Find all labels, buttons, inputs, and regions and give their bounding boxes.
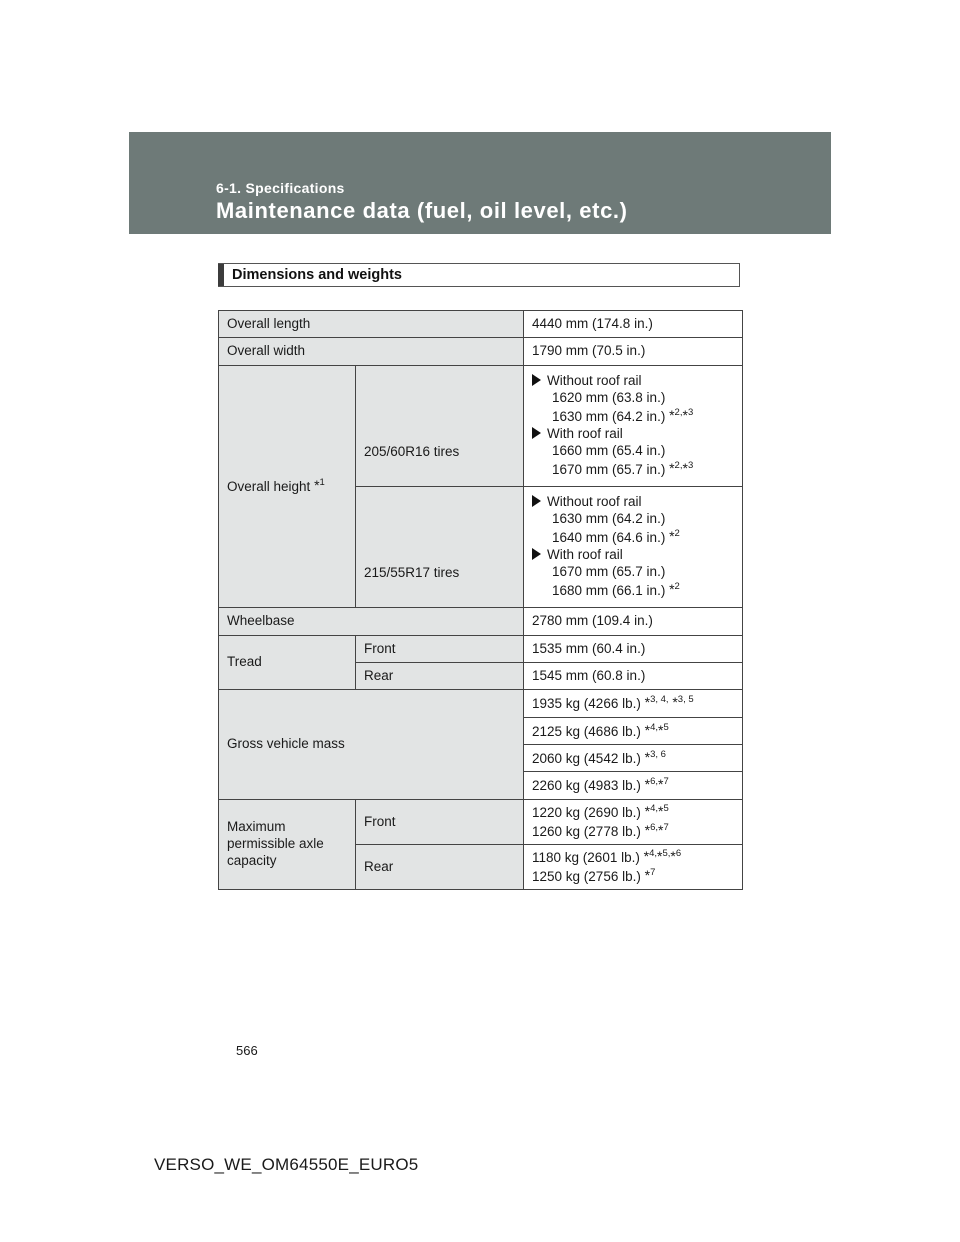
footnote-ref: 5 [663,803,669,815]
triangle-bullet-icon [532,495,541,507]
triangle-bullet-icon [532,374,541,386]
table-row [219,800,743,845]
value-line: 1630 mm (64.2 in.) [552,511,666,527]
triangle-bullet-icon [532,427,541,439]
document-code: VERSO_WE_OM64550E_EURO5 [154,1155,419,1174]
row-label: Maximum permissible axle capacity [219,800,356,890]
footnote-star-icon: * [643,848,650,865]
table-row [219,366,743,487]
footnote-ref: 5 [663,721,669,733]
sub-label: Rear [356,663,524,690]
variant-line [532,373,734,390]
sub-label: Front [356,636,524,663]
footnote-star-icon: * [670,848,676,865]
row-label: Wheelbase [219,608,524,636]
table-row [219,636,743,663]
footnote-ref: 6, [650,822,658,833]
footnote-ref: 7 [650,867,656,878]
footnote-ref: 2, [674,407,683,419]
footnote-star-icon: * [669,528,675,545]
row-value [524,772,743,800]
variant-label: Without roof rail [547,494,642,510]
footnote-star-icon: * [657,848,663,865]
dimensions-table [218,310,743,890]
row-value [524,718,743,745]
row-value [524,690,743,718]
value-line [532,460,734,479]
table-row [219,690,743,718]
footnote-ref: 6 [675,848,682,860]
row-label: Tread [219,636,356,690]
footnote-star-icon: * [682,407,688,424]
footnote-ref: 4, [650,803,658,815]
value-text: 2260 kg (4983 lb.) [532,778,641,794]
value-text: 1935 kg (4266 lb.) [532,696,641,712]
section-label: 6-1. Specifications [216,180,345,196]
value-text: 2125 kg (4686 lb.) [532,723,641,739]
footnote-ref: 3, 4, [650,694,669,706]
footnote-star-icon: * [669,407,675,424]
value-line [532,528,734,547]
footnote-star-icon: * [644,803,651,820]
footnote-ref: 3, 6 [650,748,666,760]
variant-line [532,426,734,443]
variant-label: Without roof rail [547,373,642,389]
footnote-ref: 3 [687,407,694,419]
footnote-ref: 2 [674,528,680,540]
value-text: 1180 kg (2601 lb.) [532,850,640,866]
heading-bar [218,264,224,286]
overall-height-label: Overall height [227,479,311,495]
value-line: 1620 mm (63.8 in.) [552,390,666,406]
triangle-bullet-icon [532,548,541,560]
subsection-title: Dimensions and weights [232,267,402,283]
value-line: 1660 mm (65.4 in.) [552,442,666,458]
footnote-star-icon: * [658,776,664,793]
row-label: Overall length [219,311,524,338]
row-value [524,800,743,845]
footnote-ref: 4, [650,721,658,733]
footnote-ref: 7 [663,822,669,833]
value-line [532,848,734,867]
value-text: 2060 kg (4542 lb.) [532,750,641,766]
footnote-star-icon: * [658,803,664,820]
value-line [532,822,734,841]
footnote-star-icon: * [644,776,651,793]
row-value [524,745,743,772]
footnote-ref: 6, [650,776,658,788]
row-value: 1545 mm (60.8 in.) [524,663,743,690]
row-value: 2780 mm (109.4 in.) [524,608,743,636]
footnote-star-icon: * [644,748,651,765]
value-line: 1670 mm (65.7 in.) [552,563,666,579]
footnote-ref: 2 [674,580,680,592]
row-value: 1790 mm (70.5 in.) [524,338,743,366]
footnote-ref: 5, [662,848,671,860]
tire-size: 215/55R17 tires [364,564,460,580]
table-row [219,608,743,636]
footnote-ref: 2, [674,459,683,471]
tire-205-label [356,366,524,487]
footnote-star-icon: * [314,477,320,494]
value-text: 1630 mm (64.2 in.) [552,409,666,425]
value-text: 1260 kg (2778 lb.) [532,824,641,839]
variant-line [532,547,734,564]
footnote-star-icon: * [644,867,651,883]
footnote-ref: 1 [319,477,325,489]
footnote-star-icon: * [644,721,651,738]
value-line [532,867,734,886]
footnote-ref: 3 [687,459,694,471]
variant-line [532,494,734,511]
value-line [532,407,734,426]
table-row [219,311,743,338]
sub-label: Front [356,800,524,845]
value-text: 1250 kg (2756 lb.) [532,869,641,884]
row-label [219,366,356,608]
footnote-star-icon: * [658,721,664,738]
value-text: 1640 mm (64.6 in.) [552,530,666,546]
table-row [219,338,743,366]
footnote-star-icon: * [644,822,651,838]
footnote-star-icon: * [682,459,688,476]
footnote-star-icon: * [644,694,651,711]
tire-215-values [524,487,743,608]
footnote-star-icon: * [669,580,675,597]
tire-205-values [524,366,743,487]
value-text: 1680 mm (66.1 in.) [552,582,666,598]
footnote-ref: 7 [663,776,669,788]
variant-label: With roof rail [547,426,623,441]
page-title: Maintenance data (fuel, oil level, etc.) [216,198,628,223]
tire-size: 205/60R16 tires [364,443,460,459]
value-text: 1220 kg (2690 lb.) [532,805,641,821]
row-value [524,845,743,890]
footnote-star-icon: * [669,459,675,476]
variant-label: With roof rail [547,547,623,562]
value-line [532,581,734,600]
footnote-ref: 4, [649,848,657,860]
row-label: Overall width [219,338,524,366]
value-text: 1670 mm (65.7 in.) [552,461,666,477]
footnote-star-icon: * [672,694,678,711]
row-value: 4440 mm (174.8 in.) [524,311,743,338]
page-number: 566 [236,1043,258,1058]
footnote-ref: 3, 5 [677,694,694,706]
footnote-star-icon: * [658,822,664,838]
row-value: 1535 mm (60.4 in.) [524,636,743,663]
subsection-heading [218,263,740,287]
value-line [532,803,734,822]
tire-215-label [356,487,524,608]
row-label: Gross vehicle mass [219,690,524,800]
sub-label: Rear [356,845,524,890]
